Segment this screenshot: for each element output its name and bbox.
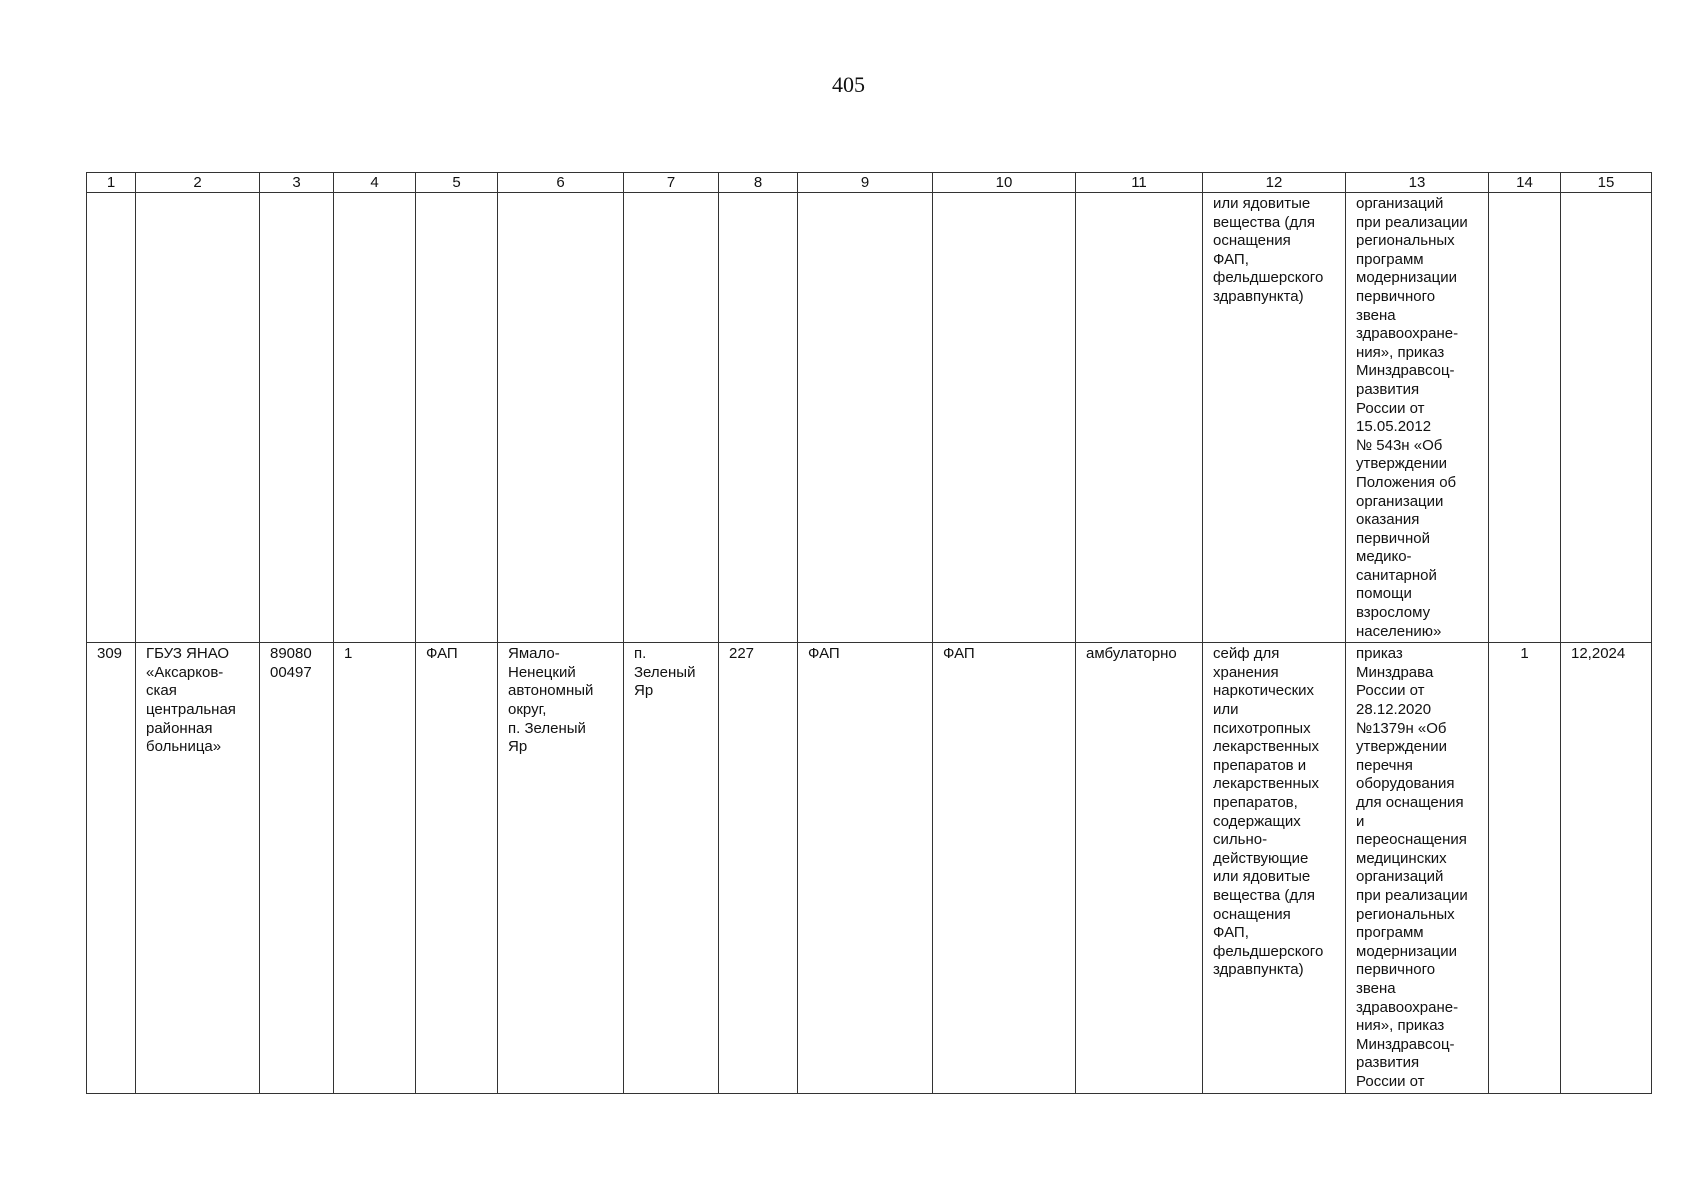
table-row-309 [87, 643, 1652, 1093]
column-header: 8 [719, 173, 798, 193]
table-cell [624, 193, 719, 643]
table-cell-quantity: 1 [334, 643, 416, 1093]
table-cell-equipment: или ядовитые вещества (для оснащения ФАП, фельдшерского здравпункта) [1203, 193, 1346, 643]
table-cell [334, 193, 416, 643]
table-cell [136, 193, 260, 643]
table-cell [260, 193, 334, 643]
table-cell-organization: ГБУЗ ЯНАО «Аксарков- ская центральная районная больница» [136, 643, 260, 1093]
table-cell-equipment: сейф для хранения наркотических или психотропных лекарственных препаратов и лекарственных препаратов, содержащих сильно- действующие или ядовитые вещества (для оснащения ФАП, фельдшерского здравпункта) [1203, 643, 1346, 1093]
table-cell-type: ФАП [416, 643, 498, 1093]
table-cell [87, 193, 136, 643]
column-header: 10 [933, 173, 1076, 193]
table-row-continuation [87, 193, 1652, 643]
table-cell-address: Ямало- Ненецкий автономный округ, п. Зеленый Яр [498, 643, 624, 1093]
column-header: 2 [136, 173, 260, 193]
table-cell-unit: ФАП [798, 643, 933, 1093]
table-cell-count: 1 [1489, 643, 1561, 1093]
table-cell [798, 193, 933, 643]
table-cell-code: 89080 00497 [260, 643, 334, 1093]
table-cell [719, 193, 798, 643]
equipment-table [86, 172, 1652, 1094]
column-header: 7 [624, 173, 719, 193]
table-cell-number: 227 [719, 643, 798, 1093]
column-header: 1 [87, 173, 136, 193]
table-cell [1561, 193, 1652, 643]
table-cell-locality: п. Зеленый Яр [624, 643, 719, 1093]
column-header: 15 [1561, 173, 1652, 193]
column-number-header-row [87, 173, 1652, 193]
column-header: 12 [1203, 173, 1346, 193]
table-cell [933, 193, 1076, 643]
table-cell-legal-basis: организаций при реализации региональных программ модернизации первичного звена здравоохране- ния», приказ Минздравсоц- развития России от 15.05.2012 № 543н «Об утверждении Положения об организации оказания первичной медико- санитарной помощи взрослому населению» [1346, 193, 1489, 643]
column-header: 9 [798, 173, 933, 193]
table-cell-care-conditions: амбулаторно [1076, 643, 1203, 1093]
table-cell-row-number: 309 [87, 643, 136, 1093]
table-cell [1076, 193, 1203, 643]
column-header: 5 [416, 173, 498, 193]
table-cell-subunit: ФАП [933, 643, 1076, 1093]
column-header: 14 [1489, 173, 1561, 193]
table-cell [1489, 193, 1561, 643]
column-header: 4 [334, 173, 416, 193]
table-cell-legal-basis: приказ Минздрава России от 28.12.2020 №1379н «Об утверждении перечня оборудования для оснащения и переоснащения медицинских организаций при реализации региональных программ модернизации первичного звена здравоохране- ния», приказ Минздравсоц- развития России от [1346, 643, 1489, 1093]
column-header: 13 [1346, 173, 1489, 193]
page-number: 405 [832, 72, 865, 97]
table-cell-deadline: 12,2024 [1561, 643, 1652, 1093]
column-header: 11 [1076, 173, 1203, 193]
table-cell [498, 193, 624, 643]
column-header: 3 [260, 173, 334, 193]
column-header: 6 [498, 173, 624, 193]
table-cell [416, 193, 498, 643]
